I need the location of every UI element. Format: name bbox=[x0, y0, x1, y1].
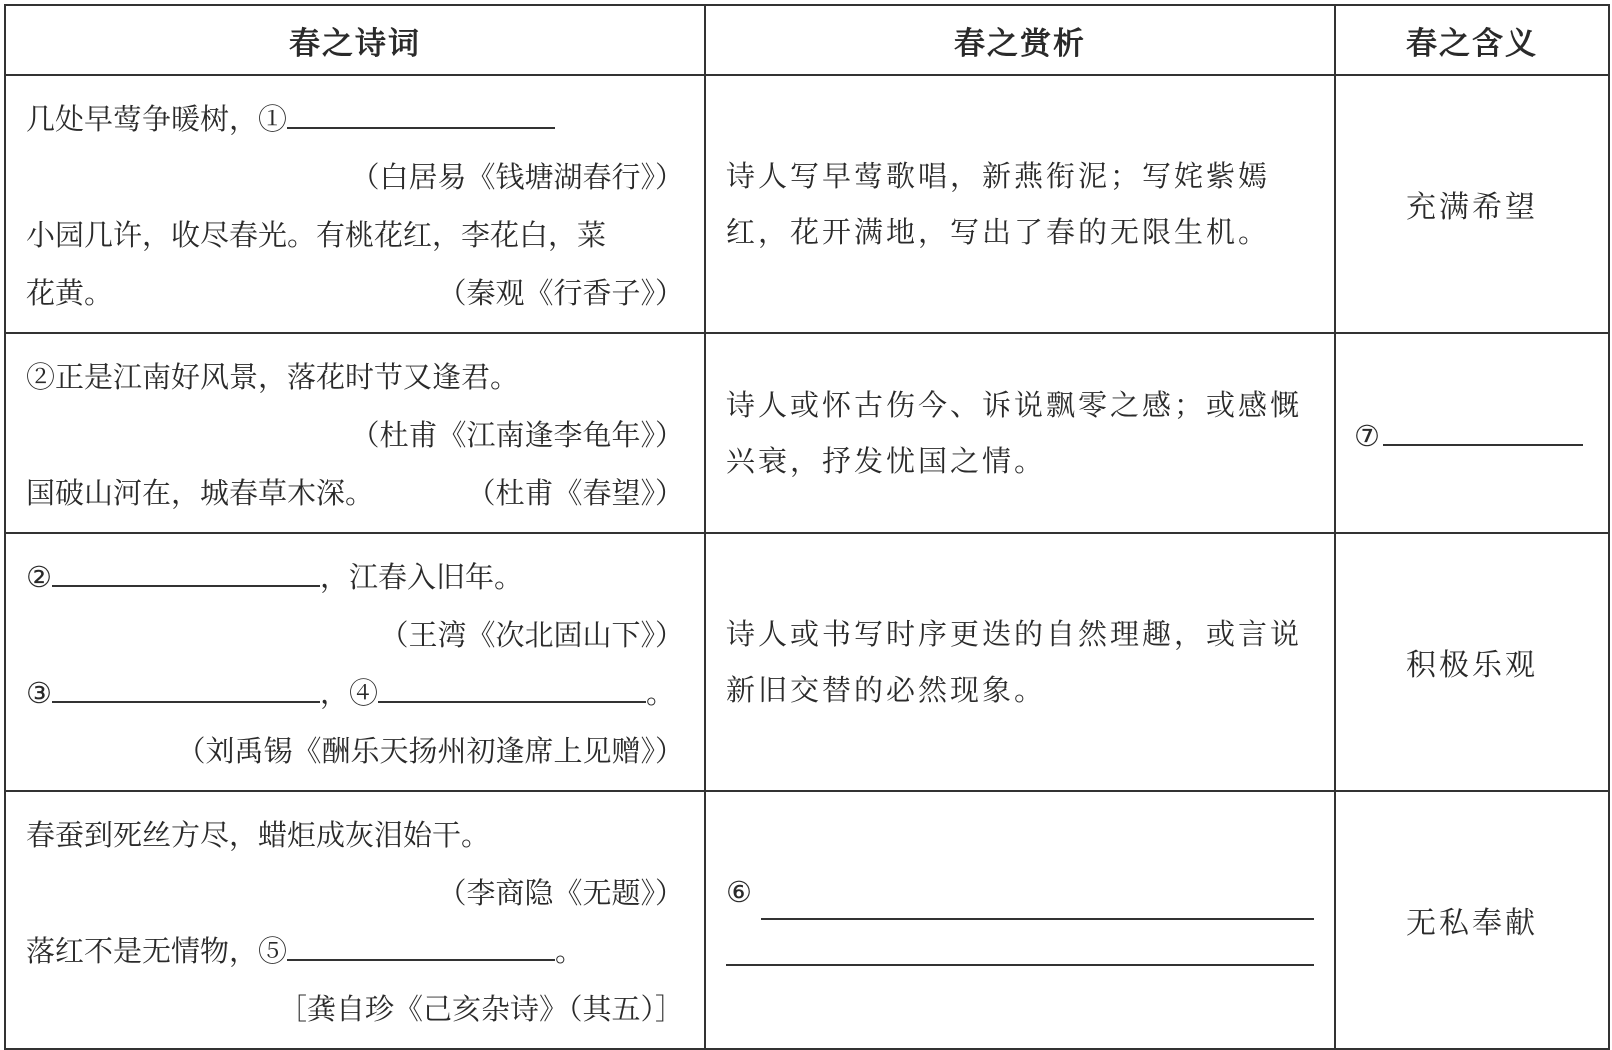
meaning-cell: 无私奉献 bbox=[1335, 791, 1609, 1049]
poem-line: ②正是江南好风景，落花时节又逢君。 bbox=[26, 360, 520, 394]
poem-cell bbox=[5, 333, 705, 533]
poem-line: 落红不是无情物，⑤ 。 bbox=[26, 922, 684, 980]
table-row bbox=[5, 533, 1609, 791]
fill-blank-6-line-2[interactable] bbox=[726, 920, 1314, 966]
meaning-cell: 积极乐观 bbox=[1335, 533, 1609, 791]
blank-marker-7: ⑦ bbox=[1354, 419, 1383, 453]
poem-line: 小园几许，收尽春光。有桃花红，李花白，菜 bbox=[26, 218, 607, 252]
header-analysis: 春之赏析 bbox=[705, 5, 1335, 75]
table-row bbox=[5, 75, 1609, 333]
meaning-cell: 充满希望 bbox=[1335, 75, 1609, 333]
table-row bbox=[5, 791, 1609, 1049]
analysis-cell: 诗人写早莺歌唱，新燕衔泥；写姹紫嫣红，花开满地，写出了春的无限生机。 bbox=[705, 75, 1335, 333]
poem-line: 几处早莺争暖树，① bbox=[26, 90, 684, 148]
poem-source: （李商隐《无题》） bbox=[437, 876, 684, 910]
poem-line: ② ，江春入旧年。 bbox=[26, 548, 684, 606]
poem-source: （杜甫《江南逢李龟年》） bbox=[350, 418, 684, 452]
poem-source: ［龚自珍《己亥杂诗》（其五）］ bbox=[277, 992, 684, 1026]
fill-blank-1[interactable] bbox=[287, 95, 555, 129]
analysis-cell: 诗人或怀古伤今、诉说飘零之感；或感慨兴衰，抒发忧国之情。 bbox=[705, 333, 1335, 533]
fill-blank-6[interactable] bbox=[726, 874, 1314, 920]
poem-cell bbox=[5, 791, 705, 1049]
poem-source: （秦观《行香子》） bbox=[437, 276, 684, 310]
analysis-cell: 诗人或书写时序更迭的自然理趣，或言说新旧交替的必然现象。 bbox=[705, 533, 1335, 791]
analysis-cell bbox=[705, 791, 1335, 1049]
poem-cell bbox=[5, 75, 705, 333]
table-header-row bbox=[5, 5, 1609, 75]
fill-blank-5[interactable] bbox=[287, 927, 555, 961]
header-meaning: 春之含义 bbox=[1335, 5, 1609, 75]
poem-line: 春蚕到死丝方尽，蜡炬成灰泪始干。 bbox=[26, 818, 491, 852]
poem-source: （白居易《钱塘湖春行》） bbox=[350, 160, 684, 194]
fill-blank-3[interactable] bbox=[52, 669, 320, 703]
table-row bbox=[5, 333, 1609, 533]
poem-source: （刘禹锡《酬乐天扬州初逢席上见赠》） bbox=[176, 734, 684, 768]
header-poems: 春之诗词 bbox=[5, 5, 705, 75]
blank-marker-6: ⑥ bbox=[726, 864, 761, 920]
poem-line: 花黄。 （秦观《行香子》） bbox=[26, 264, 684, 322]
poem-source: （王湾《次北固山下》） bbox=[379, 618, 684, 652]
spring-poetry-table bbox=[4, 4, 1610, 1050]
poem-source: （杜甫《春望》） bbox=[466, 476, 684, 510]
fill-blank-7[interactable] bbox=[1383, 412, 1583, 446]
poem-line: ③ ，④ 。 bbox=[26, 664, 684, 722]
meaning-cell bbox=[1335, 333, 1609, 533]
fill-blank-4[interactable] bbox=[378, 669, 646, 703]
poem-line: 国破山河在，城春草木深。 （杜甫《春望》） bbox=[26, 464, 684, 522]
fill-blank-2[interactable] bbox=[52, 553, 320, 587]
poem-cell bbox=[5, 533, 705, 791]
